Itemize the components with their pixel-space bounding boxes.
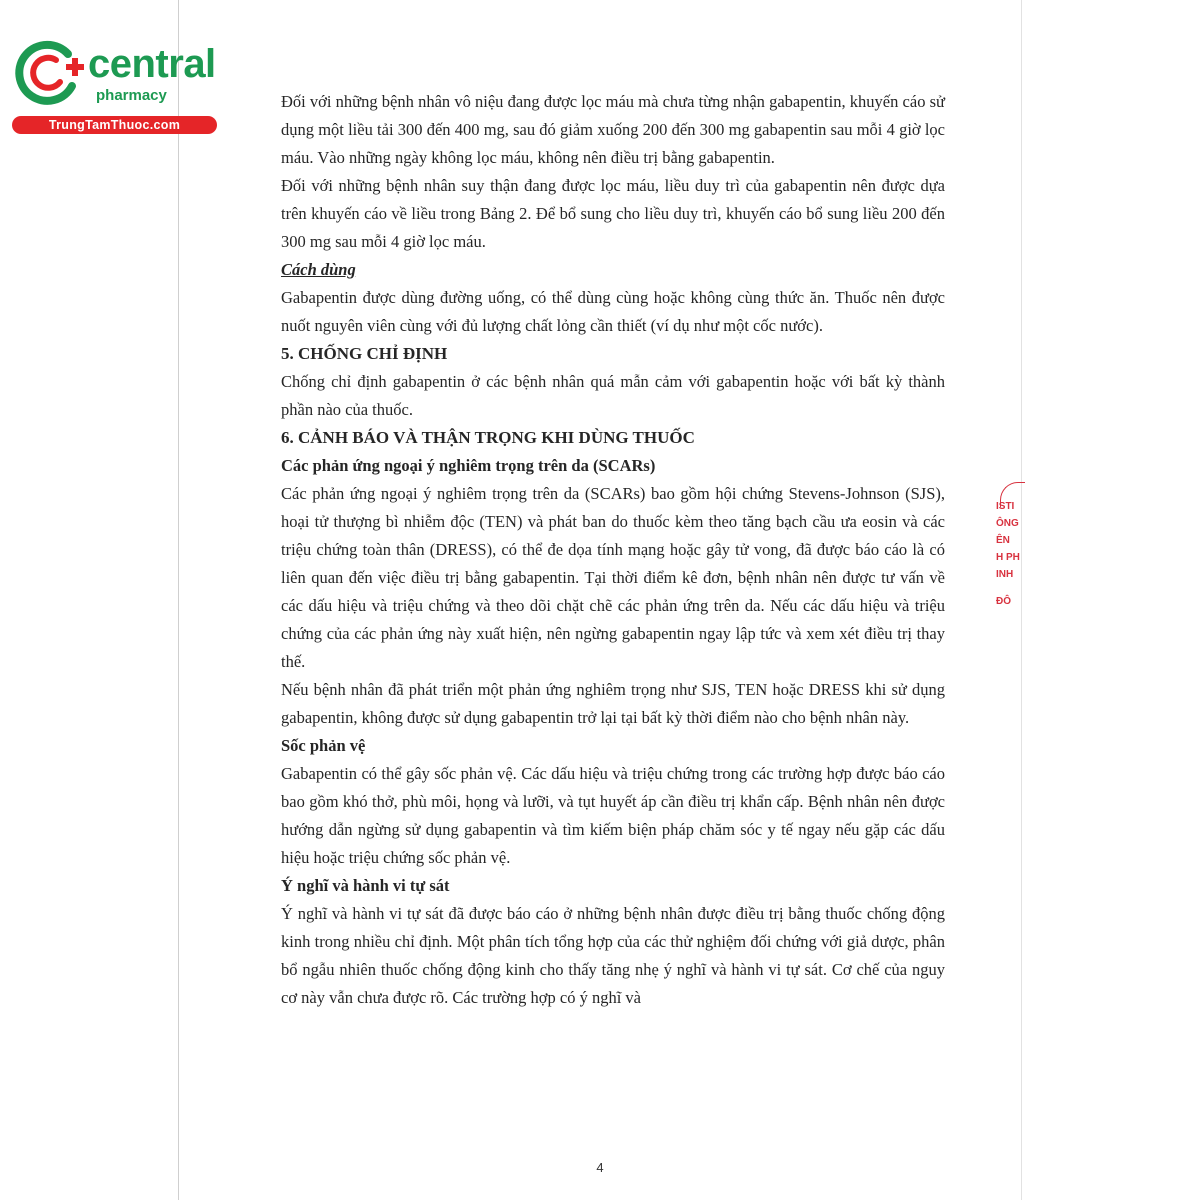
stamp-text: ÔNG	[996, 518, 1019, 529]
paragraph-scars-recurrence: Nếu bệnh nhân đã phát triển một phản ứng nghiêm trọng như SJS, TEN hoặc DRESS khi sử dụng gabapentin, không được sử dụng gabapentin trở lại tại bất kỳ thời điểm nào cho bệnh nhân này.	[281, 680, 945, 727]
logo-website-url[interactable]: TrungTamThuoc.com	[12, 116, 217, 134]
stamp-text: ÊN	[996, 535, 1010, 546]
section-heading-warnings: 6. CẢNH BÁO VÀ THẬN TRỌNG KHI DÙNG THUỐC	[281, 428, 695, 447]
stamp-arc	[1000, 482, 1025, 507]
stamp-text: H PH	[996, 552, 1020, 563]
paragraph-contraindications: Chống chỉ định gabapentin ở các bệnh nhân quá mẫn cảm với gabapentin hoặc với bất kỳ thành phần nào của thuốc.	[281, 372, 945, 419]
paragraph-anaphylaxis: Gabapentin có thể gây sốc phản vệ. Các dấu hiệu và triệu chứng trong các trường hợp được báo cáo bao gồm khó thở, phù môi, họng và lưỡi, và tụt huyết áp cần điều trị khẩn cấp. Bệnh nhân nên được hướng dẫn ngừng sử dụng gabapentin và tìm kiếm biện pháp chăm sóc y tế ngay nếu gặp các dấu hiệu hoặc triệu chứng sốc phản vệ.	[281, 764, 945, 867]
logo-brand-sub: pharmacy	[96, 87, 167, 104]
stamp-text: ISTI	[996, 501, 1015, 512]
subheading-administration: Cách dùng	[281, 260, 356, 279]
subheading-anaphylaxis: Sốc phản vệ	[281, 736, 366, 755]
stamp-text: ĐÔ	[996, 596, 1011, 607]
logo-brand-name: central	[88, 42, 216, 86]
subheading-suicidal-ideation: Ý nghĩ và hành vi tự sát	[281, 876, 450, 895]
paragraph-scars: Các phản ứng ngoại ý nghiêm trọng trên da (SCARs) bao gồm hội chứng Stevens-Johnson (SJS), hoại tử thượng bì nhiễm độc (TEN) và phát ban do thuốc kèm theo tăng bạch cầu ưa eosin và các triệu chứng toàn thân (DRESS), có thể đe dọa tính mạng hoặc gây tử vong, đã được báo cáo là có liên quan đến việc điều trị bằng gabapentin. Tại thời điểm kê đơn, bệnh nhân nên được tư vấn về các dấu hiệu và triệu chứng và theo dõi chặt chẽ các phản ứng trên da. Nếu các dấu hiệu và triệu chứng của các phản ứng này xuất hiện, nên ngừng gabapentin ngay lập tức và xem xét điều trị thay thế.	[281, 484, 945, 671]
pharmacy-cross-logo-icon	[10, 36, 88, 114]
paragraph-hemodialysis-maintenance: Đối với những bệnh nhân suy thận đang được lọc máu, liều duy trì của gabapentin nên được dựa trên khuyến cáo về liều trong Bảng 2. Để bổ sung cho liều duy trì, khuyến cáo bổ sung liều 200 đến 300 mg sau mỗi 4 giờ lọc máu.	[281, 176, 945, 251]
document-body	[281, 88, 945, 1012]
paper-edge-left	[178, 0, 179, 1200]
stamp-text: INH	[996, 569, 1014, 580]
paragraph-suicidal-ideation: Ý nghĩ và hành vi tự sát đã được báo cáo ở những bệnh nhân được điều trị bằng thuốc chống động kinh trong nhiều chỉ định. Một phân tích tổng hợp của các thử nghiệm đối chứng với giả dược, phân bổ ngẫu nhiên thuốc chống động kinh cho thấy tăng nhẹ ý nghĩ và hành vi tự sát. Cơ chế của nguy cơ này vẫn chưa được rõ. Các trường hợp có ý nghĩ và	[281, 904, 945, 1007]
subheading-scars: Các phản ứng ngoại ý nghiêm trọng trên da (SCARs)	[281, 456, 656, 475]
central-pharmacy-logo[interactable]	[8, 36, 216, 136]
red-stamp-fragment	[996, 482, 1026, 642]
page-number: 4	[596, 1160, 604, 1175]
paragraph-hemodialysis-anuric: Đối với những bệnh nhân vô niệu đang được lọc máu mà chưa từng nhận gabapentin, khuyến cáo sử dụng một liều tải 300 đến 400 mg, sau đó giảm xuống 200 đến 300 mg gabapentin sau mỗi 4 giờ lọc máu. Vào những ngày không lọc máu, không nên điều trị bằng gabapentin.	[281, 92, 945, 167]
paragraph-administration: Gabapentin được dùng đường uống, có thể dùng cùng hoặc không cùng thức ăn. Thuốc nên được nuốt nguyên viên cùng với đủ lượng chất lỏng cần thiết (ví dụ như một cốc nước).	[281, 288, 945, 335]
section-heading-contraindications: 5. CHỐNG CHỈ ĐỊNH	[281, 344, 448, 363]
